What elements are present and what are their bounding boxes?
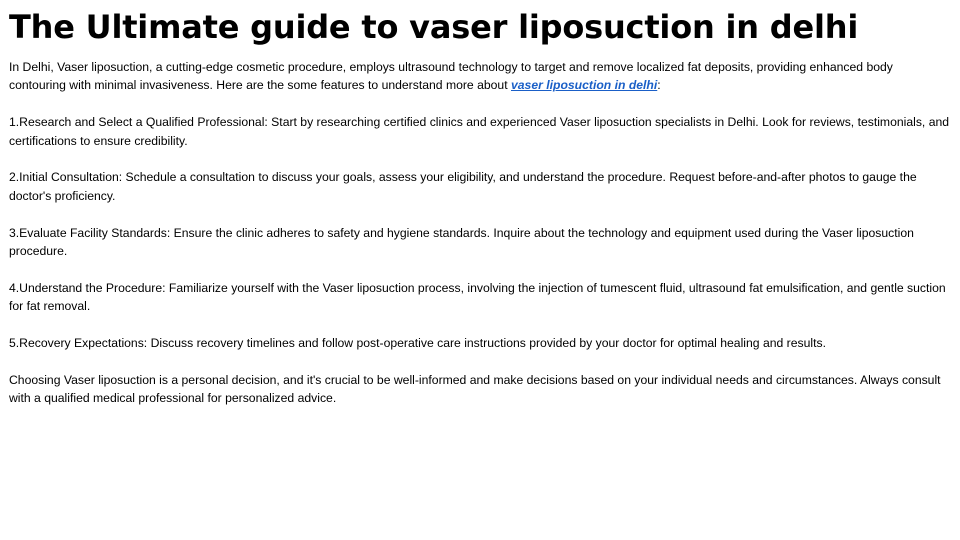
- intro-paragraph: [9, 58, 950, 95]
- page-title: The Ultimate guide to vaser liposuction in delhi: [9, 8, 859, 46]
- article-body: [9, 58, 950, 408]
- point-consultation: 2.Initial Consultation: Schedule a consultation to discuss your goals, assess your eligibility, and understand the procedure. Request before-and-after photos to gauge the doctor's proficiency.: [9, 170, 917, 203]
- point-facility-standards: 3.Evaluate Facility Standards: Ensure the clinic adheres to safety and hygiene standards. Inquire about the technology and equipment used during the Vaser liposuction procedure.: [9, 225, 914, 259]
- vaser-liposuction-link[interactable]: vaser liposuction in delhi: [510, 78, 658, 93]
- intro-text-end: :: [657, 78, 661, 93]
- intro-text: In Delhi, Vaser liposuction, a cutting-edge cosmetic procedure, employs ultrasound technology to target and remove localized fat deposits, providing enhanced body contouring with minimal invasiveness. Here are the some features to understand more about: [9, 60, 893, 93]
- point-recovery: 5.Recovery Expectations: Discuss recovery timelines and follow post-operative care instructions provided by your doctor for optimal healing and results.: [9, 336, 826, 351]
- point-research: 1.Research and Select a Qualified Professional: Start by researching certified clinics and experienced Vaser liposuction specialists in Delhi. Look for reviews, testimonials, and certifications to ensure credibility.: [9, 115, 950, 148]
- point-procedure: 4.Understand the Procedure: Familiarize yourself with the Vaser liposuction process, involving the injection of tumescent fluid, ultrasound fat emulsification, and gentle suction for fat removal.: [9, 280, 946, 314]
- conclusion-paragraph: Choosing Vaser liposuction is a personal decision, and it's crucial to be well-informed and make decisions based on your individual needs and circumstances. Always consult with a qualified medical professional for personalized advice.: [9, 372, 941, 406]
